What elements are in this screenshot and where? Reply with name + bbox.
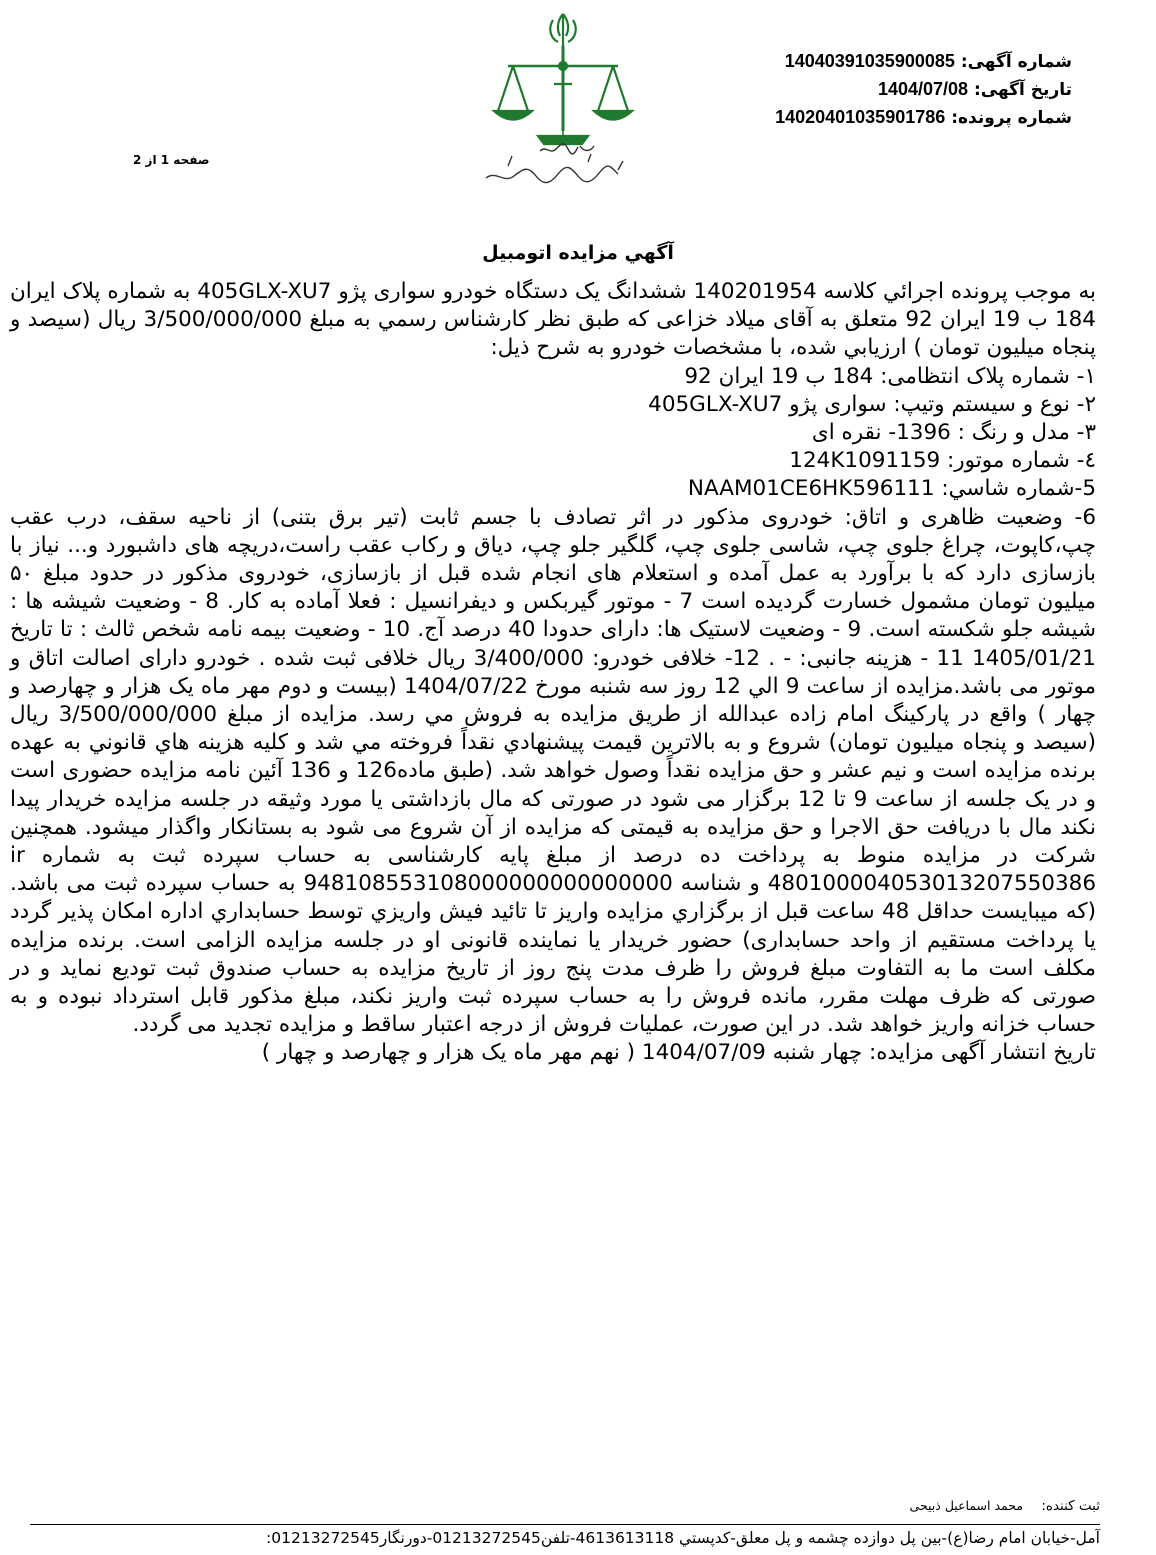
spec-item: ٣- مدل و رنگ : 1396- نقره ای — [811, 420, 1096, 446]
file-number: 14020401035901786 — [775, 107, 946, 127]
page-indicator: صفحه 1 از 2 — [133, 153, 210, 167]
notice-number: 14040391035900085 — [784, 51, 955, 71]
footer-divider — [30, 1524, 1100, 1525]
notice-date-row — [775, 76, 1072, 104]
notice-intro: به موجب پرونده اجرائي كلاسه 140201954 ششدانگ یک دستگاه خودرو سواری پژو 405GLX-XU7 به شماره پلاک ایران 184 ب 19 ایران 92 متعلق به آقای میلاد خزاعی که طبق نظر كارشناس رسمي به مبلغ 3/500/000/000 ريال (سیصد و پنجاه میلیون تومان ) ارزيابي شده، با مشخصات خودرو به شرح ذيل: — [10, 279, 1096, 361]
page-title: آگهي مزايده اتومبيل — [482, 242, 674, 264]
file-number-row — [775, 104, 1072, 132]
office-address: آمل-خيابان امام رضا(ع)-بين پل دوازده چشمه و پل معلق-كدپستي 4613613118-تلفن01213272545-دورنگار01213272545: — [266, 1529, 1100, 1547]
spec-item: ٤- شماره موتور: 124K1091159 — [789, 448, 1096, 474]
notice-details: 6- وضعیت ظاهری و اتاق: خودروی مذکور در اثر تصادف با جسم ثابت (تیر برق بتنی) از ناحیه سقف، درب عقب چپ،کاپوت، چراغ جلوی چپ، شاسی جلوی چپ، گلگیر جلو چپ، دیاق و رکاب عقب راست،دریچه های داشبورد و... نیاز با بازسازی دارد که با برآورد به عمل آمده و استعلام های انجام شده قبل از بازسازی، خودروی مذکور در حدود مبلغ ۵۰ میلیون تومان مشمول خسارت گردیده است 7 - موتور گیربکس و دیفرانسیل : فعلا آماده به کار. 8 - وضعیت شیشه ها : شیشه جلو شکسته است. 9 - وضعیت لاستیک ها: دارای حدودا 40 درصد آج. 10 - وضعیت بیمه نامه شخص ثالث : تا تاریخ 1405/01/21 11 - هزینه جانبی: - . 12- خلافی خودرو: 3/400/000 ریال خلافی ثبت شده . خودرو دارای اصالت اتاق و موتور می باشد.مزایده از ساعت 9 الي 12 روز سه شنبه مورخ 1404/07/22 (بیست و دوم مهر ماه یک هزار و چهارصد و چهار ) واقع در پارکینگ امام زاده عبدالله از طريق مزايده به فروش مي رسد. مزايده از مبلغ 3/500/000/000 ريال (سیصد و پنجاه میلیون تومان) شروع و به بالاترين قيمت پيشنهادي نقداً فروخته مي شد و كليه هزينه هاي قانوني به عهده برنده مزايده است و نیم عشر و حق مزایده نقداً وصول خواهد شد. (طبق ماده126 و 136 آئین نامه مزایده حضوری است و در یک جلسه از ساعت 9 تا 12 برگزار می شود در صورتی که مال بازداشتی یا مورد وثیقه در جلسه مزایده خریدار پیدا نکند مال با دریافت حق الاجرا و حق مزایده به قیمتی که مزایده از آن شروع می شود به بستانکار واگذار میشود. همچنین شرکت در مزایده منوط به پرداخت ده درصد از مبلغ پایه کارشناسی به حساب سپرده ثبت به شماره ir 480100004053013207550386 و شناسه 948108553108000000000000000 به حساب سپرده ثبت می باشد. (که میبایست حداقل 48 ساعت قبل از برگزاري مزايده واريز تا تائيد فيش واريزي توسط حسابداري اداره امكان پذير گردد يا پرداخت مستقيم از واحد حسابداری) حضور خریدار یا نماینده قانونی او در جلسه مزایده الزامی است. برنده مزایده مکلف است ما به التفاوت مبلغ فروش را ظرف مدت پنج روز از تاریخ مزایده به حساب صندوق ثبت تودیع نماید و در صورتی که ظرف مهلت مقرر، مانده فروش را به حساب سپرده ثبت واریز نکند، مبلغ مذکور قابل استرداد نبوده و به حساب خزانه واریز خواهد شد. در این صورت، عملیات فروش از درجه اعتبار ساقط و مزایده تجدید می گردد. — [10, 504, 1097, 1038]
file-number-label: شماره پرونده: — [951, 108, 1072, 128]
recorder — [910, 1498, 1100, 1514]
notice-metadata — [775, 48, 1072, 132]
publish-date-line: تاريخ انتشار آگهی مزایده: چهار شنبه 1404/07/09 ( نهم مهر ماه یک هزار و چهارصد و چهار ) — [261, 1040, 1096, 1066]
spec-item: ١- شماره پلاک انتظامی: 184 ب 19 ایران 92 — [684, 363, 1096, 389]
notice-body — [10, 278, 1096, 1068]
recorder-label: ثبت كننده: — [1041, 1498, 1100, 1514]
spec-item: 5-شماره شاسي: NAAM01CE6HK596111 — [687, 476, 1096, 502]
notice-number-label: شماره آگهی: — [960, 52, 1072, 72]
recorder-name: محمد اسماعیل ذبیحی — [909, 1498, 1024, 1513]
notice-date: 1404/07/08 — [877, 79, 969, 99]
spec-item: ٢- نوع و سیستم وتیپ: سواری پژو 405GLX-XU7 — [648, 391, 1096, 417]
notice-date-label: تاریخ آگهی: — [973, 80, 1072, 100]
notice-number-row — [775, 48, 1072, 76]
judiciary-scales-emblem-icon — [468, 6, 658, 201]
